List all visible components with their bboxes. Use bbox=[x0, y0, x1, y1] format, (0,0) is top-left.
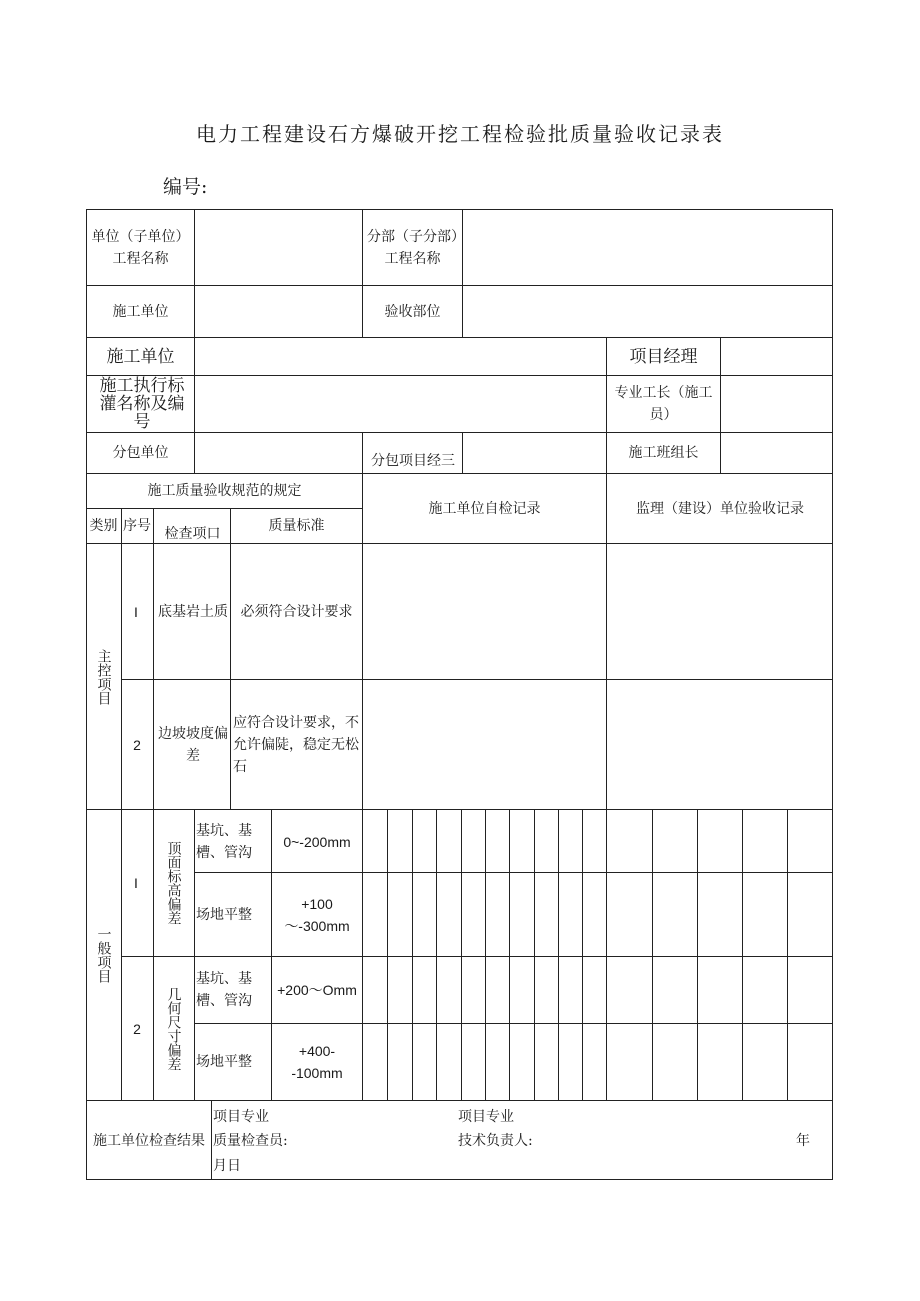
general-1-2-std: +100～-300mm bbox=[284, 896, 350, 934]
sub-project-name-label: 分部（子分部）工程名称 bbox=[367, 228, 458, 267]
main-item-1-seq: I bbox=[134, 603, 138, 620]
general-group-2-name: 几何尺寸偏差 bbox=[165, 986, 182, 1071]
main-item-1-standard: 必须符合设计要求 bbox=[240, 603, 353, 620]
page-title: 电力工程建设石方爆破开挖工程检验批质量验收记录表 bbox=[196, 122, 724, 146]
main-item-2-standard: 应符合设计要求，不允许偏陡，稳定无松石 bbox=[233, 714, 359, 775]
seq-header: 序号 bbox=[123, 518, 151, 534]
construction-unit-label: 施工单位 bbox=[112, 303, 169, 320]
spec-header: 施工质量验收规范的规定 bbox=[147, 483, 302, 499]
supervision-header: 监理（建设）单位验收记录 bbox=[636, 500, 804, 517]
project-specialty-2: 项目专业 bbox=[458, 1109, 514, 1125]
month-day-label: 月日 bbox=[213, 1158, 241, 1174]
project-specialty-1: 项目专业 bbox=[213, 1109, 269, 1125]
general-2-1-sub: 基坑、基槽、管沟 bbox=[196, 971, 252, 1009]
general-group-2-name-cell bbox=[153, 958, 194, 1099]
unit-project-name-label: 单位（子单位）工程名称 bbox=[91, 228, 190, 267]
general-group-1-name: 顶面标高偏差 bbox=[165, 841, 182, 925]
general-1-1-sub: 基坑、基槽、管沟 bbox=[196, 822, 252, 861]
general-2-1-std: +200～Omm bbox=[277, 982, 357, 998]
general-group-2-seq: 2 bbox=[133, 1020, 141, 1037]
number-label: 编号: bbox=[163, 176, 208, 198]
check-item-header: 检查项口 bbox=[164, 526, 221, 542]
general-items-category-text: 一般项目 bbox=[95, 927, 112, 983]
year-label: 年 bbox=[796, 1133, 810, 1149]
main-item-2-seq: 2 bbox=[133, 736, 141, 753]
general-2-2-std: +400--100mm bbox=[291, 1043, 343, 1081]
subcontract-unit-label: 分包单位 bbox=[112, 445, 169, 461]
subcontract-manager-label: 分包项目经三 bbox=[371, 453, 455, 469]
quality-standard-header: 质量标准 bbox=[268, 518, 325, 534]
foreman-label: 专业工长（施工员） bbox=[614, 385, 713, 423]
general-1-1-std: 0~-200mm bbox=[283, 833, 351, 850]
general-group-1-seq: I bbox=[134, 875, 138, 891]
tech-lead-label: 技术负责人: bbox=[458, 1133, 533, 1149]
category-header: 类别 bbox=[89, 518, 118, 534]
check-result-label: 施工单位检查结果 bbox=[93, 1132, 205, 1149]
standard-name-label: 施工执行标灌名称及编号 bbox=[99, 376, 185, 432]
general-1-2-sub: 场地平整 bbox=[196, 907, 252, 923]
general-2-2-sub: 场地平整 bbox=[196, 1054, 252, 1070]
main-item-2-name: 边坡坡度偏差 bbox=[158, 725, 228, 764]
main-items-category-text: 主控项目 bbox=[95, 648, 112, 705]
main-item-1-name: 底基岩土质 bbox=[158, 603, 228, 620]
acceptance-part-label: 验收部位 bbox=[384, 303, 441, 320]
main-items-category bbox=[86, 545, 121, 808]
general-items-category bbox=[86, 811, 121, 1099]
general-group-1-name-cell bbox=[153, 811, 194, 955]
construction-unit-label-2: 施工单位 bbox=[106, 346, 175, 367]
quality-inspector-label: 质量检查员: bbox=[213, 1133, 288, 1149]
self-check-header: 施工单位自检记录 bbox=[428, 500, 541, 517]
project-manager-label: 项目经理 bbox=[629, 346, 698, 367]
team-leader-label: 施工班组长 bbox=[628, 445, 699, 461]
